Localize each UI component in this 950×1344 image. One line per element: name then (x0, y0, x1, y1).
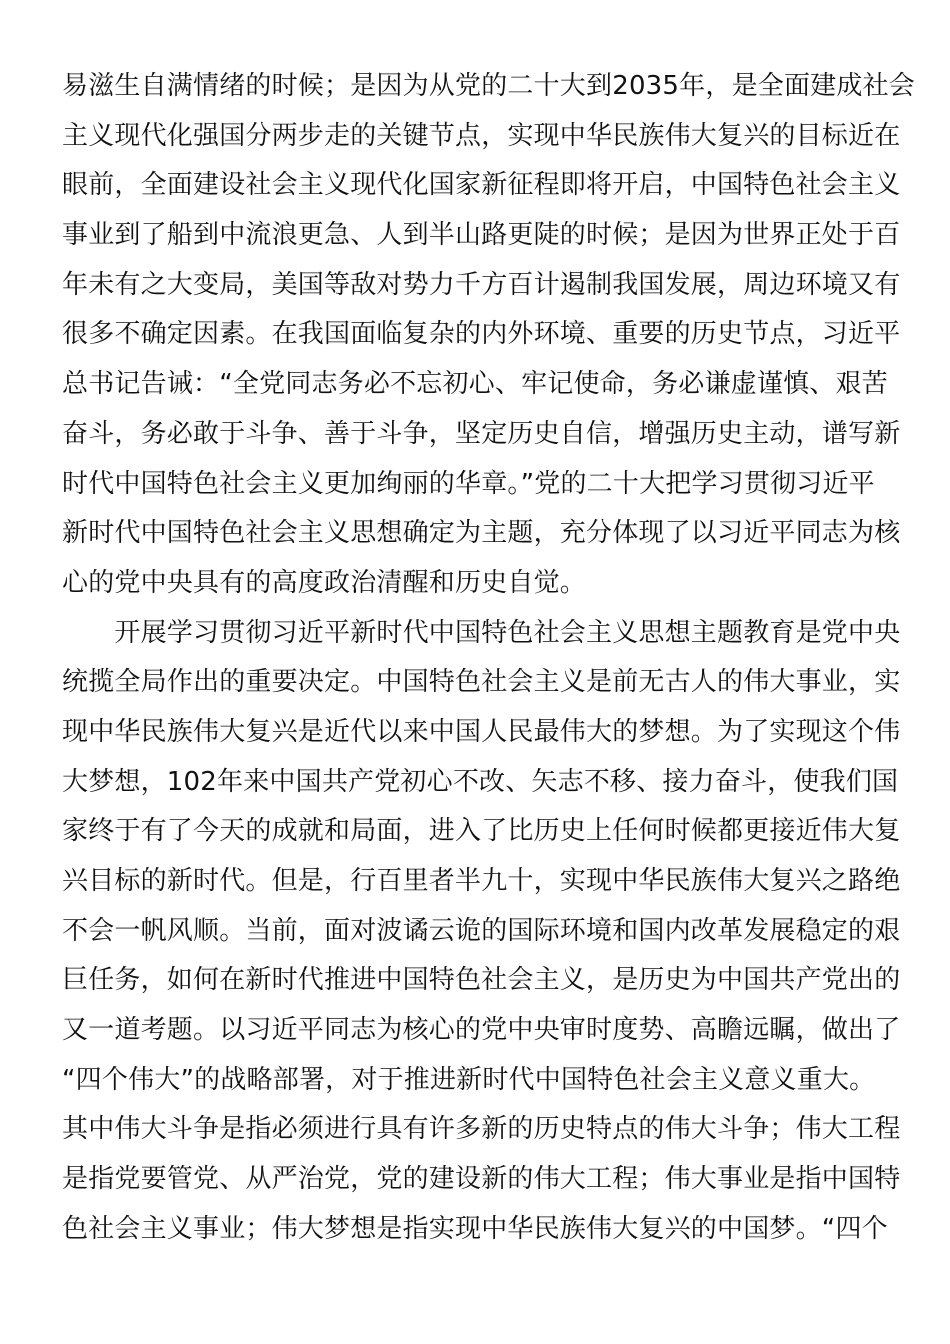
text-line: 色社会主义事业；伟大梦想是指实现中华民族伟大复兴的中国梦。“四个 (62, 1213, 888, 1244)
text-line: 家终于有了今天的成就和局面，进入了比历史上任何时候都更接近伟大复 (62, 816, 901, 847)
text-line: 统揽全局作出的重要决定。中国特色社会主义是前无古人的伟大事业，实 (62, 667, 901, 698)
text-line: 总书记告诫：“全党同志务必不忘初心、牢记使命，务必谦虚谨慎、艰苦 (62, 369, 888, 400)
text-line: 易滋生自满情绪的时候；是因为从党的二十大到2035年，是全面建成社会 (62, 71, 915, 101)
text-line: 不会一帆风顺。当前，面对波谲云诡的国际环境和国内改革发展稳定的艰 (62, 915, 901, 946)
text-line: 新时代中国特色社会主义思想确定为主题，充分体现了以习近平同志为核 (62, 518, 901, 549)
text-line: 是指党要管党、从严治党，党的建设新的伟大工程；伟大事业是指中国特 (62, 1164, 901, 1195)
text-line: 大梦想，102年来中国共产党初心不改、矢志不移、接力奋斗，使我们国 (62, 766, 899, 797)
text-line: 其中伟大斗争是指必须进行具有许多新的历史特点的伟大斗争；伟大工程 (62, 1114, 901, 1145)
text-line: 现中华民族伟大复兴是近代以来中国人民最伟大的梦想。为了实现这个伟 (62, 716, 901, 747)
text-line: “四个伟大”的战略部署，对于推进新时代中国特色社会主义意义重大。 (62, 1064, 876, 1095)
body-text (62, 62, 915, 1255)
paragraph-start-line: 开展学习贯彻习近平新时代中国特色社会主义思想主题教育是党中央 (62, 617, 901, 648)
text-line: 事业到了船到中流浪更急、人到半山路更陡的时候；是因为世界正处于百 (62, 220, 901, 251)
text-line: 年未有之大变局，美国等敌对势力千方百计遏制我国发展，周边环境又有 (62, 269, 901, 300)
text-line: 眼前，全面建设社会主义现代化国家新征程即将开启，中国特色社会主义 (62, 170, 901, 201)
text-line: 奋斗，务必敢于斗争、善于斗争，坚定历史自信，增强历史主动，谱写新 (62, 418, 901, 449)
text-line: 时代中国特色社会主义更加绚丽的华章。”党的二十大把学习贯彻习近平 (62, 468, 875, 499)
text-line: 主义现代化强国分两步走的关键节点，实现中华民族伟大复兴的目标近在 (62, 120, 901, 151)
text-line: 又一道考题。以习近平同志为核心的党中央审时度势、高瞻远瞩，做出了 (62, 1015, 901, 1046)
text-line: 兴目标的新时代。但是，行百里者半九十，实现中华民族伟大复兴之路绝 (62, 866, 901, 896)
text-line: 很多不确定因素。在我国面临复杂的内外环境、重要的历史节点，习近平 (62, 319, 901, 350)
text-line: 巨任务，如何在新时代推进中国特色社会主义，是历史为中国共产党出的 (62, 965, 901, 996)
text-line: 心的党中央具有的高度政治清醒和历史自觉。 (62, 567, 587, 598)
